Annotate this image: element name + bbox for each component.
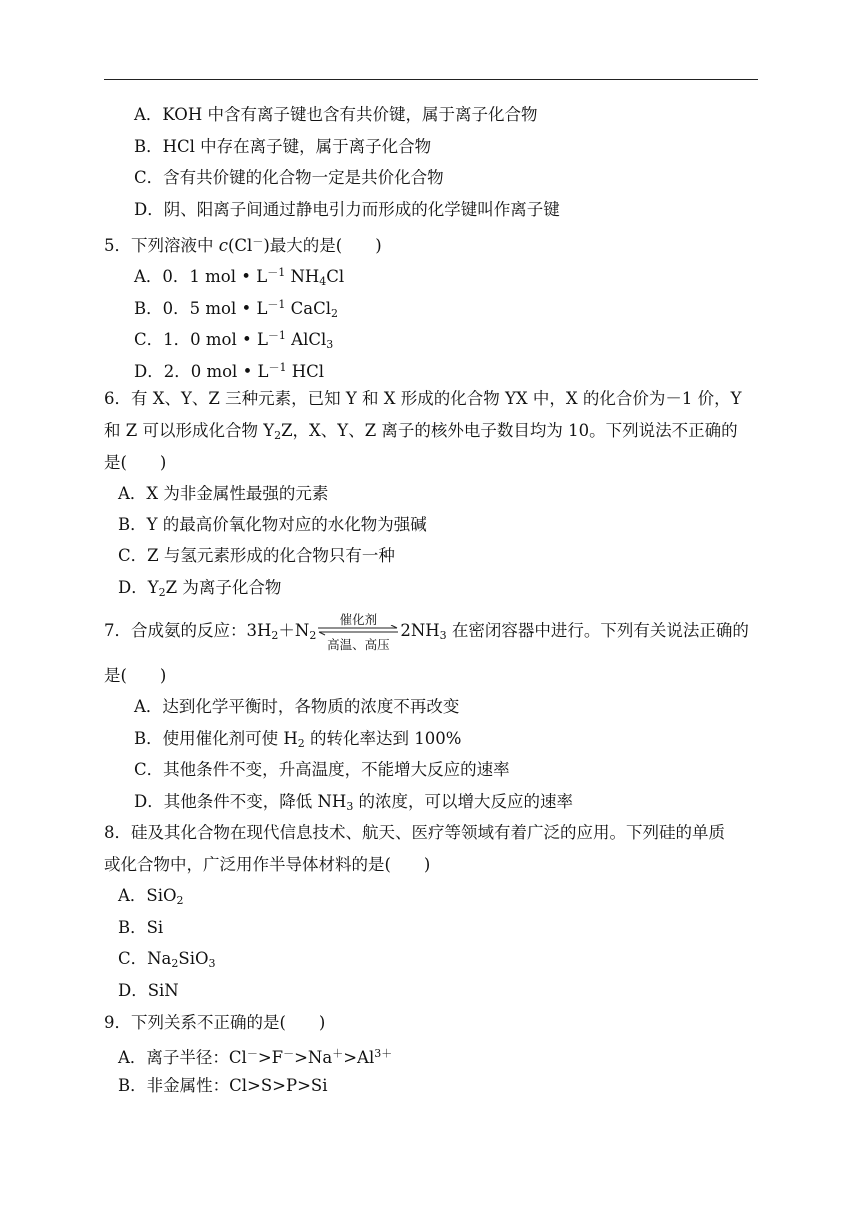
q8-option-b: B．Si (118, 918, 164, 937)
q6-option-a: A．X 为非金属性最强的元素 (118, 484, 329, 503)
q7-option-a: A．达到化学平衡时，各物质的浓度不再改变 (134, 697, 460, 716)
q8-option-d: D．SiN (118, 981, 179, 1000)
q6-stem-line1: 6．有 X、Y、Z 三种元素，已知 Y 和 X 形成的化合物 YX 中，X 的化合价为－1 价，Y (104, 389, 742, 408)
q7-option-c: C．其他条件不变，升高温度，不能增大反应的速率 (134, 760, 510, 779)
q6-stem-line2: 和 Z 可以形成化合物 $Y_2Z$，X、Y、Z 离子的核外电子数目均为 10。下列说法不正确的 (104, 421, 738, 442)
header-rule (104, 79, 758, 80)
q6-option-c: C．Z 与氢元素形成的化合物只有一种 (118, 546, 395, 565)
q6-stem-line3: 是( ) (104, 453, 167, 472)
q5-option-c: C．1．0 mol • $L^{-1}$ AlCl$_3$ (134, 329, 334, 351)
q8-stem-line1: 8．硅及其化合物在现代信息技术、航天、医疗等领域有着广泛的应用。下列硅的单质 (104, 823, 725, 842)
q5-option-d: D．2．0 mol • $L^{-1}$ HCl (134, 361, 325, 381)
reaction-conditions: 催化剂 高温、高压 (317, 622, 399, 642)
q7-stem-line2: 是( ) (104, 666, 167, 685)
q7-option-b: B．使用催化剂可使 $H_2$ 的转化率达到 100% (134, 729, 462, 750)
q6-option-b: B．Y 的最高价氧化物对应的水化物为强碱 (118, 515, 427, 534)
q6-option-d: D．$Y_2Z$ 为离子化合物 (118, 578, 282, 599)
q4-option-a: A．KOH 中含有离子键也含有共价键，属于离子化合物 (134, 105, 538, 124)
q9-option-a: A．离子半径：$Cl^->F^->Na^+>Al^{3+}$ (118, 1047, 393, 1067)
q5-option-a: A．0．1 mol • $L^{-1}$ $NH_4Cl$ (134, 266, 345, 288)
q4-option-b: B．HCl 中存在离子键，属于离子化合物 (134, 137, 432, 156)
q8-option-a: A．SiO$_2$ (118, 886, 184, 907)
q4-option-c: C．含有共价键的化合物一定是共价化合物 (134, 168, 444, 187)
q5-option-b: B．0．5 mol • $L^{-1}$ CaCl$_2$ (134, 298, 339, 320)
q9-option-b: B．非金属性：Cl>S>P>Si (118, 1076, 328, 1095)
q8-stem-line2: 或化合物中，广泛用作半导体材料的是( ) (104, 855, 431, 874)
q4-option-d: D．阴、阳离子间通过静电引力而形成的化学键叫作离子键 (134, 200, 560, 219)
q7-option-d: D．其他条件不变，降低 $NH_3$ 的浓度，可以增大反应的速率 (134, 792, 574, 813)
q8-option-c: C．$Na_2SiO_3$ (118, 949, 216, 970)
q7-stem-line1: 7．合成氨的反应：$3H_2+N_2$ 催化剂 高温、高压 $2NH_3$ 在密闭容器中进行。下列有关说法正确的 (104, 611, 749, 652)
q9-stem: 9．下列关系不正确的是( ) (104, 1013, 326, 1032)
q5-stem: 5．下列溶液中 c(Cl－)最大的是( ) (104, 235, 382, 255)
